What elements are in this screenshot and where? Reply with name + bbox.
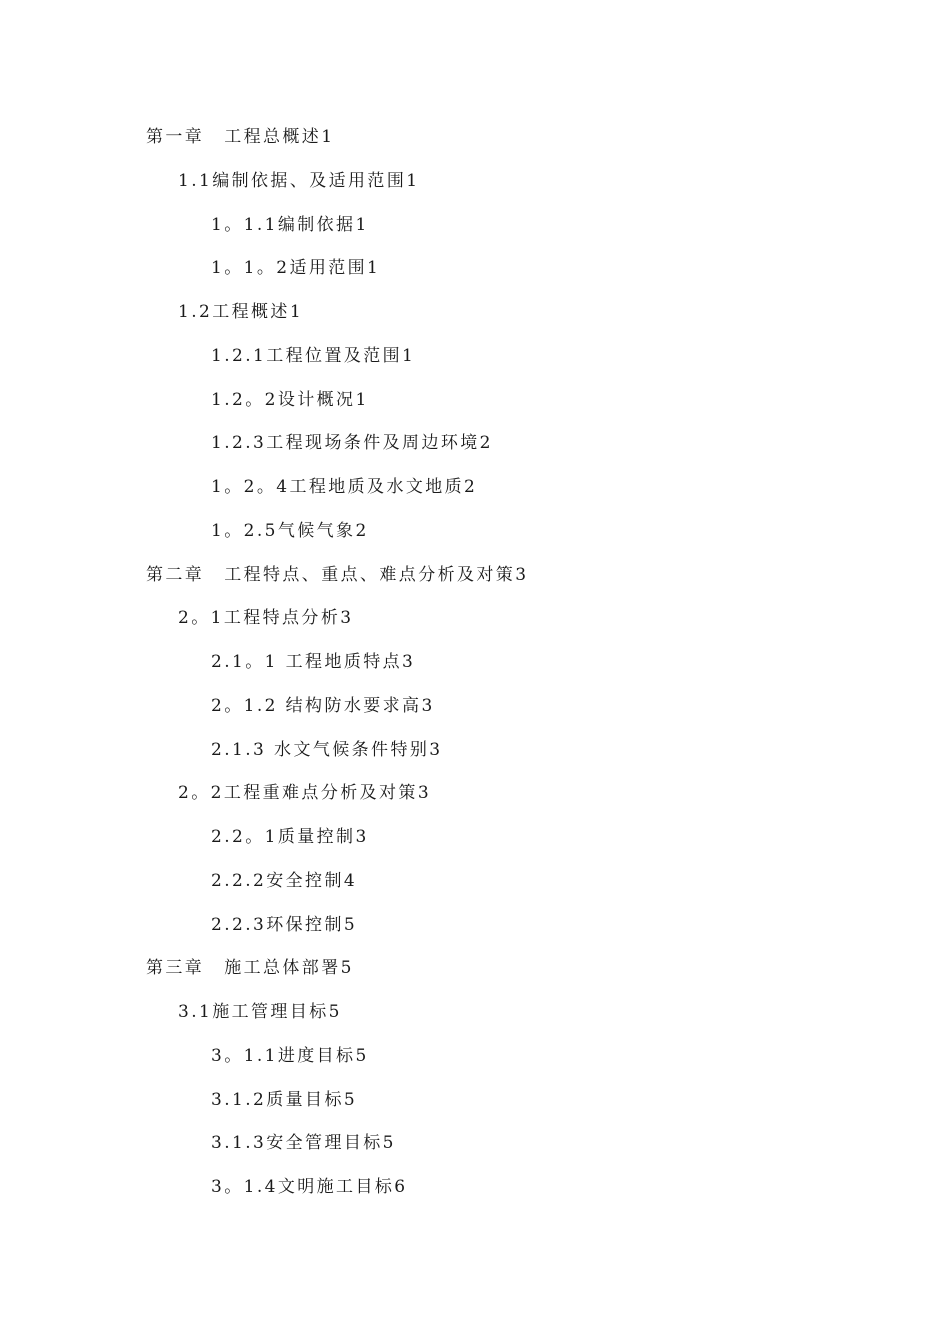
- toc-subsection[interactable]: [0, 1037, 950, 1081]
- toc-entry-title: 2.2.2安全控制4: [211, 870, 358, 891]
- toc-subsection[interactable]: [0, 468, 950, 512]
- toc-entry-title: 工程总概述1: [224, 127, 335, 147]
- toc-entry-title: 2。2工程重难点分析及对策3: [178, 783, 432, 804]
- toc-subsection[interactable]: [0, 687, 950, 731]
- toc-section[interactable]: [0, 162, 950, 206]
- toc-entry-title: 2.1.3 水文气候条件特别3: [211, 739, 443, 760]
- toc-entry-title: 2.2.3环保控制5: [211, 914, 358, 935]
- toc-section[interactable]: [0, 774, 950, 818]
- toc-subsection[interactable]: [0, 512, 950, 556]
- toc-entry-title: 施工总体部署5: [224, 958, 354, 979]
- toc-subsection[interactable]: [0, 1168, 950, 1212]
- toc-chapter-1[interactable]: [0, 118, 950, 162]
- toc-chapter-number: 第一章: [146, 127, 205, 147]
- toc-entry-title: 3.1.2质量目标5: [211, 1089, 358, 1110]
- toc-subsection[interactable]: [0, 818, 950, 862]
- toc-entry-title: 3。1.1进度目标5: [211, 1045, 369, 1066]
- toc-subsection[interactable]: [0, 1124, 950, 1168]
- toc-entry-title: 3。1.4文明施工目标6: [211, 1177, 408, 1197]
- toc-subsection[interactable]: [0, 643, 950, 687]
- toc-entry-title: 1.2。2设计概况1: [211, 389, 369, 410]
- toc-entry-title: 1.2.3工程现场条件及周边环境2: [211, 433, 493, 454]
- toc-entry-title: 1。1.1编制依据1: [211, 214, 369, 235]
- toc-entry-title: 1。2.5气候气象2: [211, 520, 369, 541]
- toc-chapter-number: 第三章: [146, 958, 205, 979]
- toc-entry-title: 工程特点、重点、难点分析及对策3: [224, 564, 529, 585]
- toc-subsection[interactable]: [0, 249, 950, 293]
- toc-subsection[interactable]: [0, 206, 950, 250]
- toc-entry-title: 2。1.2 结构防水要求高3: [211, 695, 435, 716]
- toc-subsection[interactable]: [0, 381, 950, 425]
- toc-entry-title: 1.2.1工程位置及范围1: [211, 345, 416, 366]
- toc-chapter-number: 第二章: [146, 564, 205, 585]
- toc-section[interactable]: [0, 599, 950, 643]
- toc-subsection[interactable]: [0, 731, 950, 775]
- toc-entry-title: 3.1施工管理目标5: [178, 1002, 342, 1022]
- toc-section[interactable]: [0, 993, 950, 1037]
- toc-subsection[interactable]: [0, 337, 950, 381]
- toc-entry-title: 3.1.3安全管理目标5: [211, 1133, 396, 1154]
- toc-chapter-3[interactable]: [0, 949, 950, 993]
- toc-subsection[interactable]: [0, 424, 950, 468]
- table-of-contents: [0, 118, 950, 1212]
- toc-entry-title: 1。2。4工程地质及水文地质2: [211, 477, 478, 497]
- toc-entry-title: 1.2工程概述1: [178, 302, 304, 322]
- toc-subsection[interactable]: [0, 862, 950, 906]
- toc-section[interactable]: [0, 293, 950, 337]
- toc-entry-title: 2.1。1 工程地质特点3: [211, 652, 416, 672]
- toc-entry-title: 1.1编制依据、及适用范围1: [178, 170, 420, 191]
- toc-entry-title: 1。1。2适用范围1: [211, 258, 381, 279]
- toc-subsection[interactable]: [0, 1081, 950, 1125]
- toc-entry-title: 2.2。1质量控制3: [211, 827, 369, 847]
- toc-subsection[interactable]: [0, 906, 950, 950]
- toc-entry-title: 2。1工程特点分析3: [178, 608, 354, 629]
- toc-chapter-2[interactable]: [0, 556, 950, 600]
